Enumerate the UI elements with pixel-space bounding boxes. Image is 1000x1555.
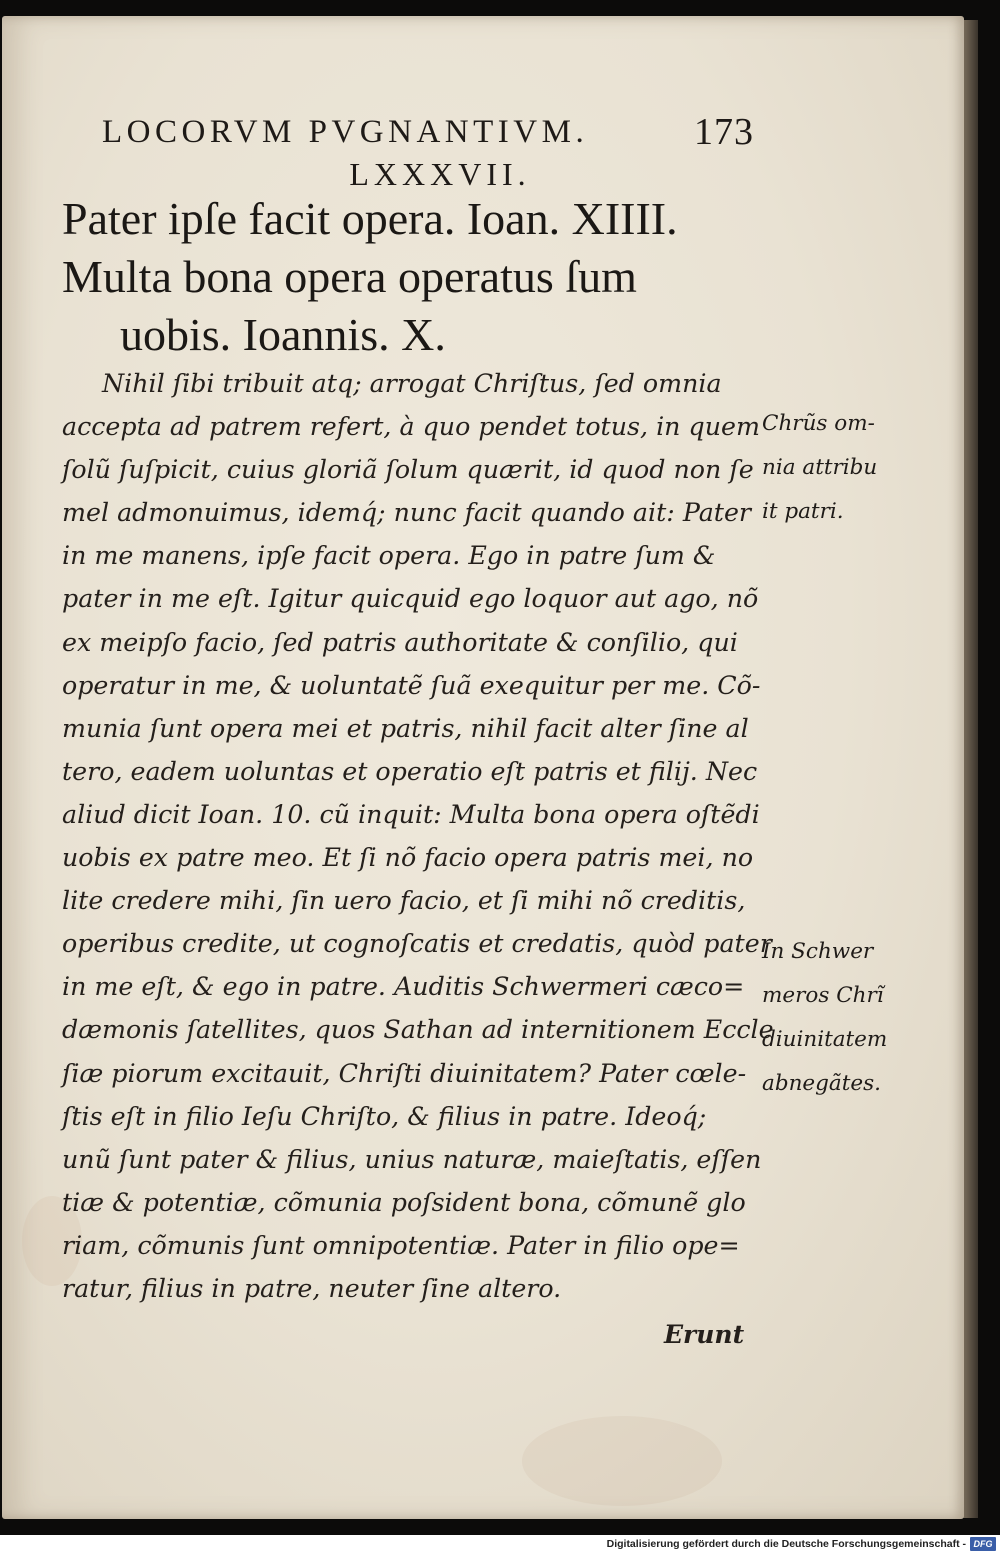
chapter-number: LXXXVII.: [349, 156, 531, 192]
body-line: uobis ex patre meo. Et ſi nõ facio opera patris mei, no: [62, 843, 754, 873]
page-number: 173: [694, 111, 754, 153]
body-line: operibus credite, ut cognoſcatis et credatis, quòd pater: [62, 929, 772, 959]
paper-stain: [522, 1416, 722, 1506]
body-line: ſiæ piorum excitauit, Chriſti diuinitatem? Pater cœle-: [62, 1058, 747, 1088]
body-line: ratur, filius in patre, neuter ſine altero.: [62, 1273, 562, 1303]
body-line: munia ſunt opera mei et patris, nihil facit alter ſine al: [62, 713, 749, 743]
marginal-note-line: diuinitatem: [762, 1027, 888, 1052]
body-line: lite credere mihi, ſin uero facio, et ſi mihi nõ creditis,: [62, 886, 746, 916]
catchword: Erunt: [664, 1320, 745, 1349]
marginal-note-line: In Schwer: [762, 939, 874, 964]
heading-line: uobis. Ioannis. X.: [120, 309, 446, 360]
body-text: [62, 362, 774, 1310]
section-heading: [62, 190, 762, 364]
body-line: dæmonis ſatellites, quos Sathan ad internitionem Eccle: [62, 1015, 774, 1045]
body-line: in me manens, ipſe facit opera. Ego in patre ſum &: [62, 541, 716, 571]
funding-credit: Digitalisierung gefördert durch die Deutsche Forschungsgemeinschaft -: [606, 1538, 966, 1550]
body-line: ſolũ ſuſpicit, cuius gloriã ſolum quærit, id quod non ſe: [62, 455, 754, 485]
dfg-logo: DFG: [970, 1537, 996, 1551]
heading-line: Multa bona opera operatus ſum: [62, 251, 637, 302]
body-line: in me eſt, & ego in patre. Auditis Schwermeri cæco=: [62, 972, 745, 1002]
body-line: unũ ſunt pater & filius, unius naturæ, maieſtatis, eſſen: [62, 1144, 762, 1174]
body-line: pater in me eſt. Igitur quicquid ego loquor aut ago, nõ: [62, 584, 759, 614]
marginal-note-line: abnegãtes.: [762, 1071, 881, 1096]
marginal-note-line: nia attribu: [762, 455, 878, 480]
marginal-note: [762, 930, 952, 1106]
body-line: aliud dicit Ioan. 10. cũ inquit: Multa bona opera oſtẽdi: [62, 799, 760, 829]
body-line: tiæ & potentiæ, cõmunia poſsident bona, cõmunẽ glo: [62, 1187, 746, 1217]
running-title: LOCORVM PVGNANTIVM.: [102, 114, 589, 150]
marginal-note: [762, 402, 952, 534]
body-line: ſtis eſt in filio Ieſu Chriſto, & filius in patre. Ideoq́;: [62, 1101, 707, 1131]
heading-line: Pater ipſe facit opera. Ioan. XIIII.: [62, 193, 678, 244]
footer-bar: [0, 1535, 1000, 1555]
marginal-note-line: Chrũs om-: [762, 411, 875, 436]
body-line: mel admonuimus, idemq́; nunc facit quando ait: Pater: [62, 498, 752, 528]
marginal-note-line: it patri.: [762, 499, 844, 524]
body-line: Nihil ſibi tribuit atq; arrogat Chriſtus, ſed omnia: [102, 369, 722, 398]
body-line: operatur in me, & uoluntatẽ ſuã exequitur per me. Cõ-: [62, 670, 761, 700]
body-line: riam, cõmunis ſunt omnipotentiæ. Pater in filio ope=: [62, 1230, 740, 1260]
marginal-note-line: meros Chrĩ: [762, 983, 884, 1008]
body-line: ex meipſo facio, ſed patris authoritate & conſilio, qui: [62, 627, 738, 657]
body-line: accepta ad patrem refert, à quo pendet totus, in quem: [62, 412, 760, 442]
body-line: tero, eadem uoluntas et operatio eſt patris et filij. Nec: [62, 756, 758, 786]
